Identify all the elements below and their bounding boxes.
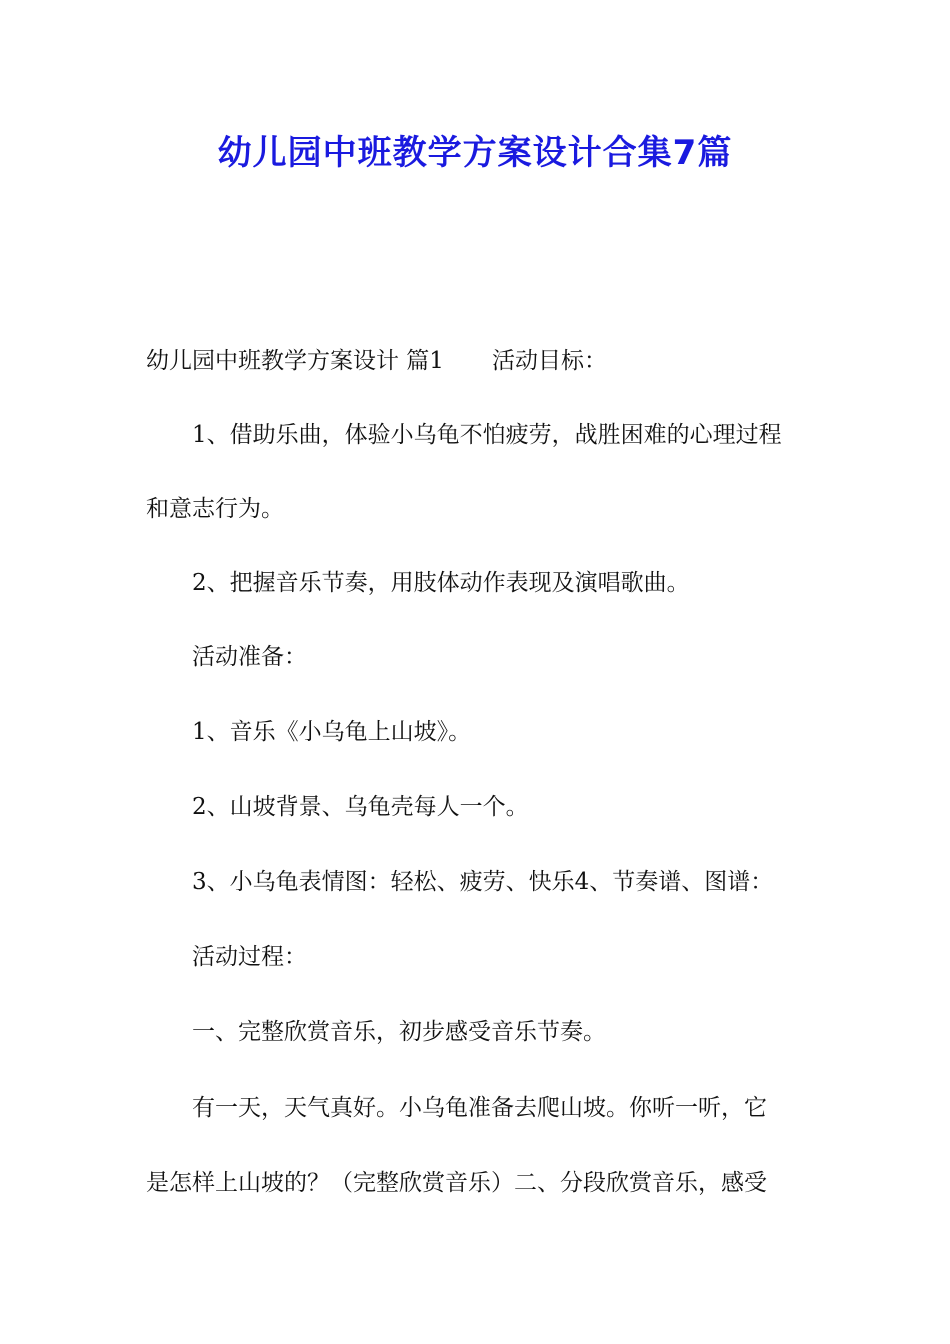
paragraph-line: 一、完整欣赏音乐，初步感受音乐节奏。 xyxy=(192,1019,606,1045)
paragraph-line: 活动准备： xyxy=(192,644,307,670)
paragraph-line: 和意志行为。 xyxy=(146,496,284,522)
paragraph-line: 3、小乌龟表情图：轻松、疲劳、快乐4、节奏谱、图谱： xyxy=(192,869,774,895)
paragraph-line: 活动过程： xyxy=(192,944,307,970)
paragraph-line: 有一天，天气真好。小乌龟准备去爬山坡。你听一听，它 xyxy=(192,1095,767,1121)
paragraph-line: 是怎样上山坡的？（完整欣赏音乐）二、分段欣赏音乐，感受 xyxy=(146,1170,767,1196)
paragraph-line: 1、音乐《小乌龟上山坡》。 xyxy=(192,719,472,745)
paragraph-line: 2、山坡背景、乌龟壳每人一个。 xyxy=(192,794,529,820)
section-heading xyxy=(146,343,846,379)
paragraph-line: 2、把握音乐节奏，用肢体动作表现及演唱歌曲。 xyxy=(192,570,690,596)
document-title: 幼儿园中班教学方案设计合集7篇 xyxy=(217,133,733,173)
section-heading-subtitle: 活动目标： xyxy=(491,348,607,374)
paragraph-line: 1、借助乐曲，体验小乌龟不怕疲劳，战胜困难的心理过程 xyxy=(192,422,782,448)
section-heading-title: 幼儿园中班教学方案设计 篇1 xyxy=(146,348,444,374)
